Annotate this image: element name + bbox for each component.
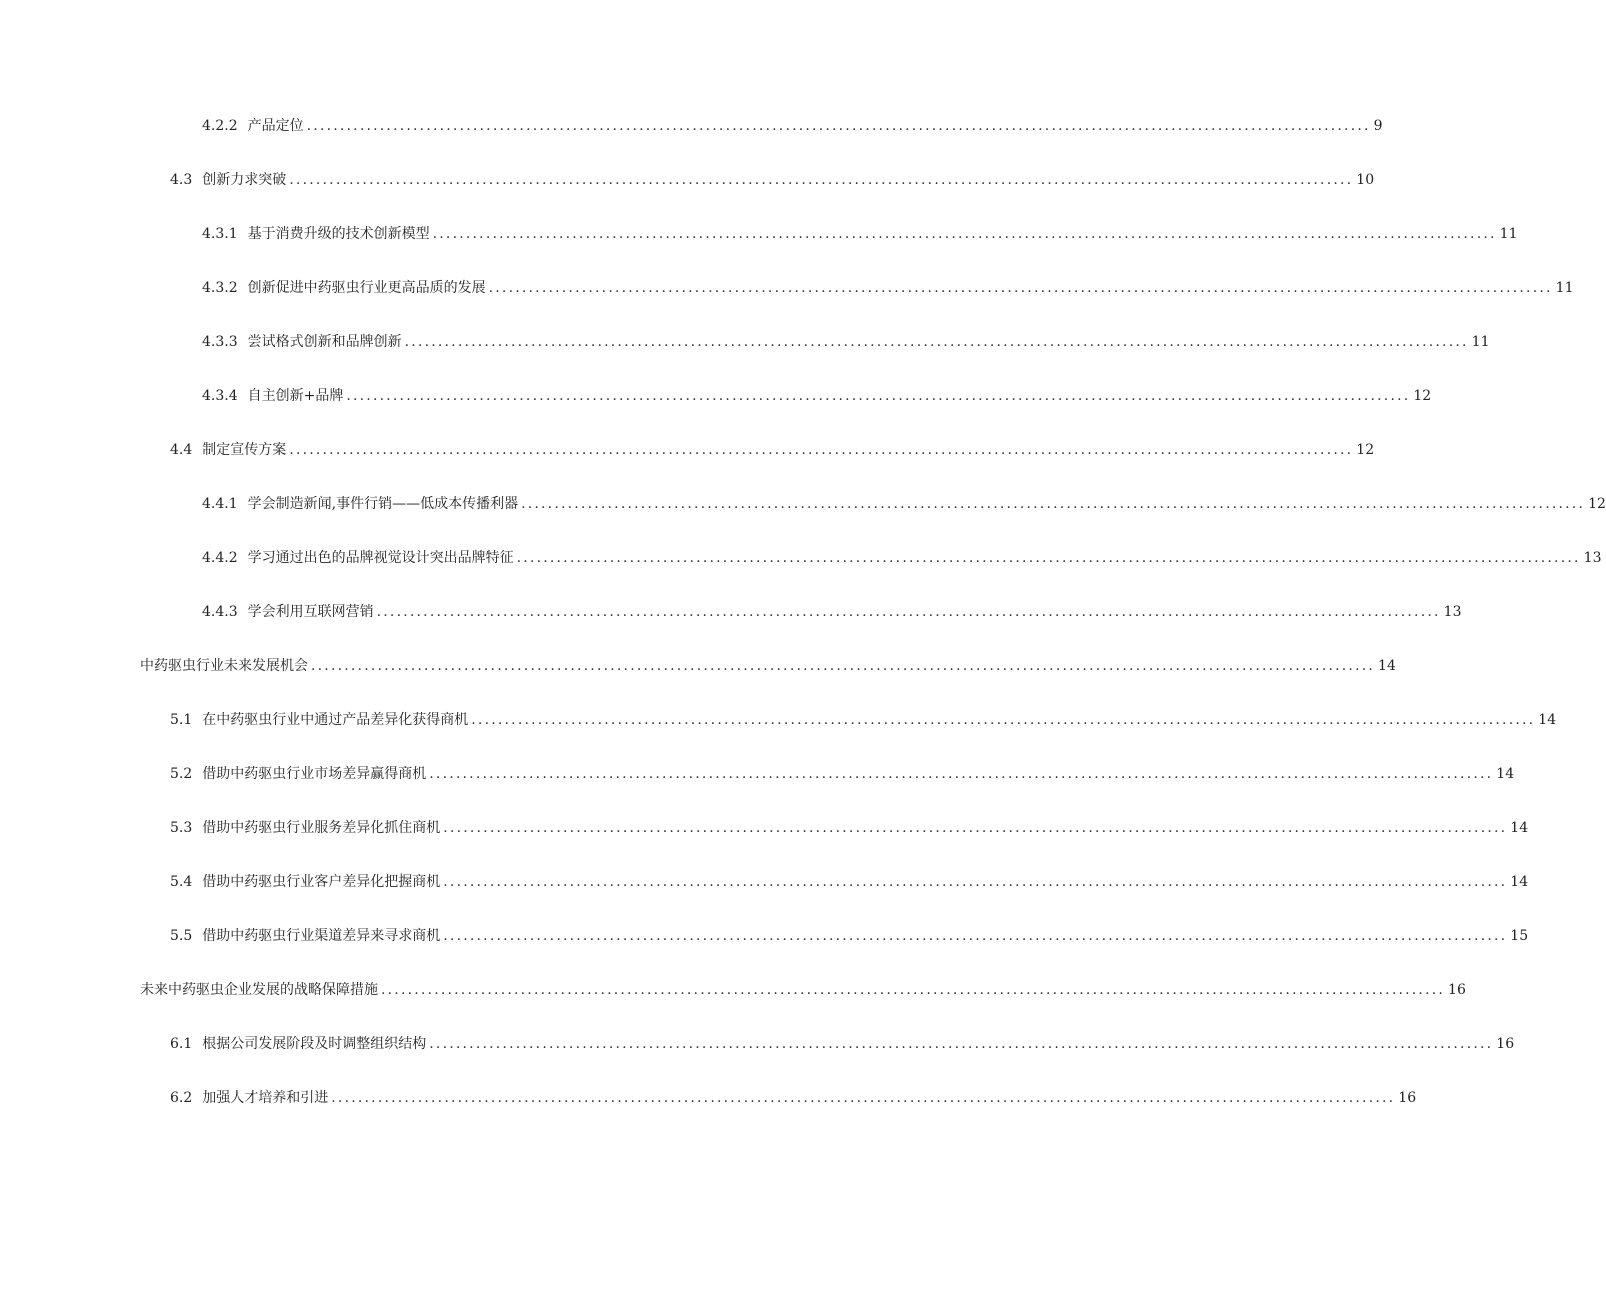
toc-entry[interactable]: [170, 708, 1557, 730]
toc-entry-title: 学会制造新闻,事件行销——低成本传播利器: [247, 496, 519, 512]
toc-entry-title: 创新促进中药驱虫行业更高品质的发展: [247, 280, 486, 296]
toc-entry[interactable]: [202, 222, 1518, 244]
dot-leader: ................................................................................................................................................................: [376, 604, 1441, 620]
toc-entry-page: 16: [1448, 982, 1466, 998]
toc-entry-title: 根据公司发展阶段及时调整组织结构: [202, 1036, 427, 1052]
toc-entry-number: 5.4: [170, 874, 193, 890]
toc-entry-number: 5.2: [170, 766, 193, 782]
dot-leader: ................................................................................................................................................................: [443, 874, 1508, 890]
dot-leader: ................................................................................................................................................................: [346, 388, 1411, 404]
toc-entry-page: 11: [1555, 280, 1574, 296]
toc-entry-title: 在中药驱虫行业中通过产品差异化获得商机: [202, 712, 469, 728]
toc-entry[interactable]: [170, 816, 1529, 838]
toc-entry-page: 9: [1373, 118, 1383, 134]
toc-entry-title: 中药驱虫行业未来发展机会: [140, 658, 308, 674]
toc-entry-number: 4.3.3: [202, 334, 238, 350]
toc-entry[interactable]: [202, 384, 1432, 406]
toc-entry-page: 14: [1378, 658, 1396, 674]
toc-entry-number: 5.5: [170, 928, 193, 944]
toc-entry-title: 加强人才培养和引进: [202, 1090, 329, 1106]
toc-entry-title: 学会利用互联网营销: [247, 604, 374, 620]
toc-entry-number: 4.4: [170, 442, 193, 458]
toc-entry-page: 16: [1398, 1090, 1417, 1106]
dot-leader: ................................................................................................................................................................: [432, 226, 1497, 242]
toc-entry[interactable]: [140, 978, 1466, 1000]
toc-entry-number: 4.3.1: [202, 226, 238, 242]
toc-entry-page: 14: [1496, 766, 1515, 782]
toc-entry-title: 创新力求突破: [202, 172, 287, 188]
toc-entry-page: 11: [1471, 334, 1490, 350]
toc-entry[interactable]: [170, 924, 1529, 946]
toc-entry-page: 15: [1510, 928, 1529, 944]
toc-entry[interactable]: [170, 1086, 1417, 1108]
dot-leader: ................................................................................................................................................................: [443, 820, 1508, 836]
toc-entry[interactable]: [170, 762, 1515, 784]
dot-leader: ................................................................................................................................................................: [488, 280, 1553, 296]
dot-leader: ................................................................................................................................................................: [521, 496, 1586, 512]
toc-entry-title: 借助中药驱虫行业客户差异化把握商机: [202, 874, 441, 890]
toc-entry[interactable]: [170, 438, 1375, 460]
toc-entry-page: 12: [1413, 388, 1432, 404]
toc-entry[interactable]: [170, 168, 1375, 190]
toc-entry-title: 制定宣传方案: [202, 442, 287, 458]
toc-entry-title: 借助中药驱虫行业服务差异化抓住商机: [202, 820, 441, 836]
toc-entry-number: 4.2.2: [202, 118, 238, 134]
toc-entry-page: 11: [1499, 226, 1518, 242]
toc-entry-number: 5.3: [170, 820, 193, 836]
dot-leader: ................................................................................................................................................................: [516, 550, 1581, 566]
toc-entry[interactable]: [170, 870, 1529, 892]
toc-entry-page: 13: [1583, 550, 1602, 566]
toc-entry[interactable]: [202, 276, 1574, 298]
dot-leader: ................................................................................................................................................................: [331, 1090, 1396, 1106]
toc-entry-page: 10: [1356, 172, 1375, 188]
dot-leader: ................................................................................................................................................................: [471, 712, 1536, 728]
dot-leader: ................................................................................................................................................................: [306, 118, 1371, 134]
toc-entry-number: 6.1: [170, 1036, 193, 1052]
toc-entry[interactable]: [202, 330, 1490, 352]
toc-entry[interactable]: [170, 1032, 1515, 1054]
toc-entry-title: 学习通过出色的品牌视觉设计突出品牌特征: [247, 550, 514, 566]
dot-leader: ................................................................................................................................................................: [289, 442, 1354, 458]
toc-entry-title: 自主创新+品牌: [247, 388, 344, 404]
toc-entry-number: 4.3.4: [202, 388, 238, 404]
toc-entry-page: 12: [1356, 442, 1375, 458]
dot-leader: ................................................................................................................................................................: [443, 928, 1508, 944]
toc-entry[interactable]: [202, 546, 1602, 568]
toc-entry-title: 借助中药驱虫行业市场差异赢得商机: [202, 766, 427, 782]
toc-entry[interactable]: [202, 114, 1383, 136]
toc-entry-number: 4.3.2: [202, 280, 238, 296]
toc-entry-page: 12: [1588, 496, 1606, 512]
toc-entry-number: 6.2: [170, 1090, 193, 1106]
toc-entry-number: 5.1: [170, 712, 193, 728]
toc-entry[interactable]: [140, 654, 1396, 676]
toc-entry-number: 4.3: [170, 172, 193, 188]
toc-entry-number: 4.4.3: [202, 604, 238, 620]
toc-entry-title: 借助中药驱虫行业渠道差异来寻求商机: [202, 928, 441, 944]
toc-entry-title: 基于消费升级的技术创新模型: [247, 226, 430, 242]
toc-entry[interactable]: [202, 600, 1462, 622]
toc-entry-page: 14: [1538, 712, 1557, 728]
toc-entry-page: 13: [1443, 604, 1462, 620]
dot-leader: ................................................................................................................................................................: [311, 658, 1376, 674]
toc-entry-page: 16: [1496, 1036, 1515, 1052]
toc-entry-title: 尝试格式创新和品牌创新: [247, 334, 402, 350]
dot-leader: ................................................................................................................................................................: [381, 982, 1446, 998]
dot-leader: ................................................................................................................................................................: [429, 766, 1494, 782]
toc-entry[interactable]: [202, 492, 1606, 514]
dot-leader: ................................................................................................................................................................: [429, 1036, 1494, 1052]
toc-entry-page: 14: [1510, 820, 1529, 836]
dot-leader: ................................................................................................................................................................: [289, 172, 1354, 188]
toc-entry-number: 4.4.2: [202, 550, 238, 566]
toc-entry-page: 14: [1510, 874, 1529, 890]
toc-entry-title: 产品定位: [247, 118, 304, 134]
dot-leader: ................................................................................................................................................................: [404, 334, 1469, 350]
toc-entry-title: 未来中药驱虫企业发展的战略保障措施: [140, 982, 378, 998]
toc-entry-number: 4.4.1: [202, 496, 238, 512]
